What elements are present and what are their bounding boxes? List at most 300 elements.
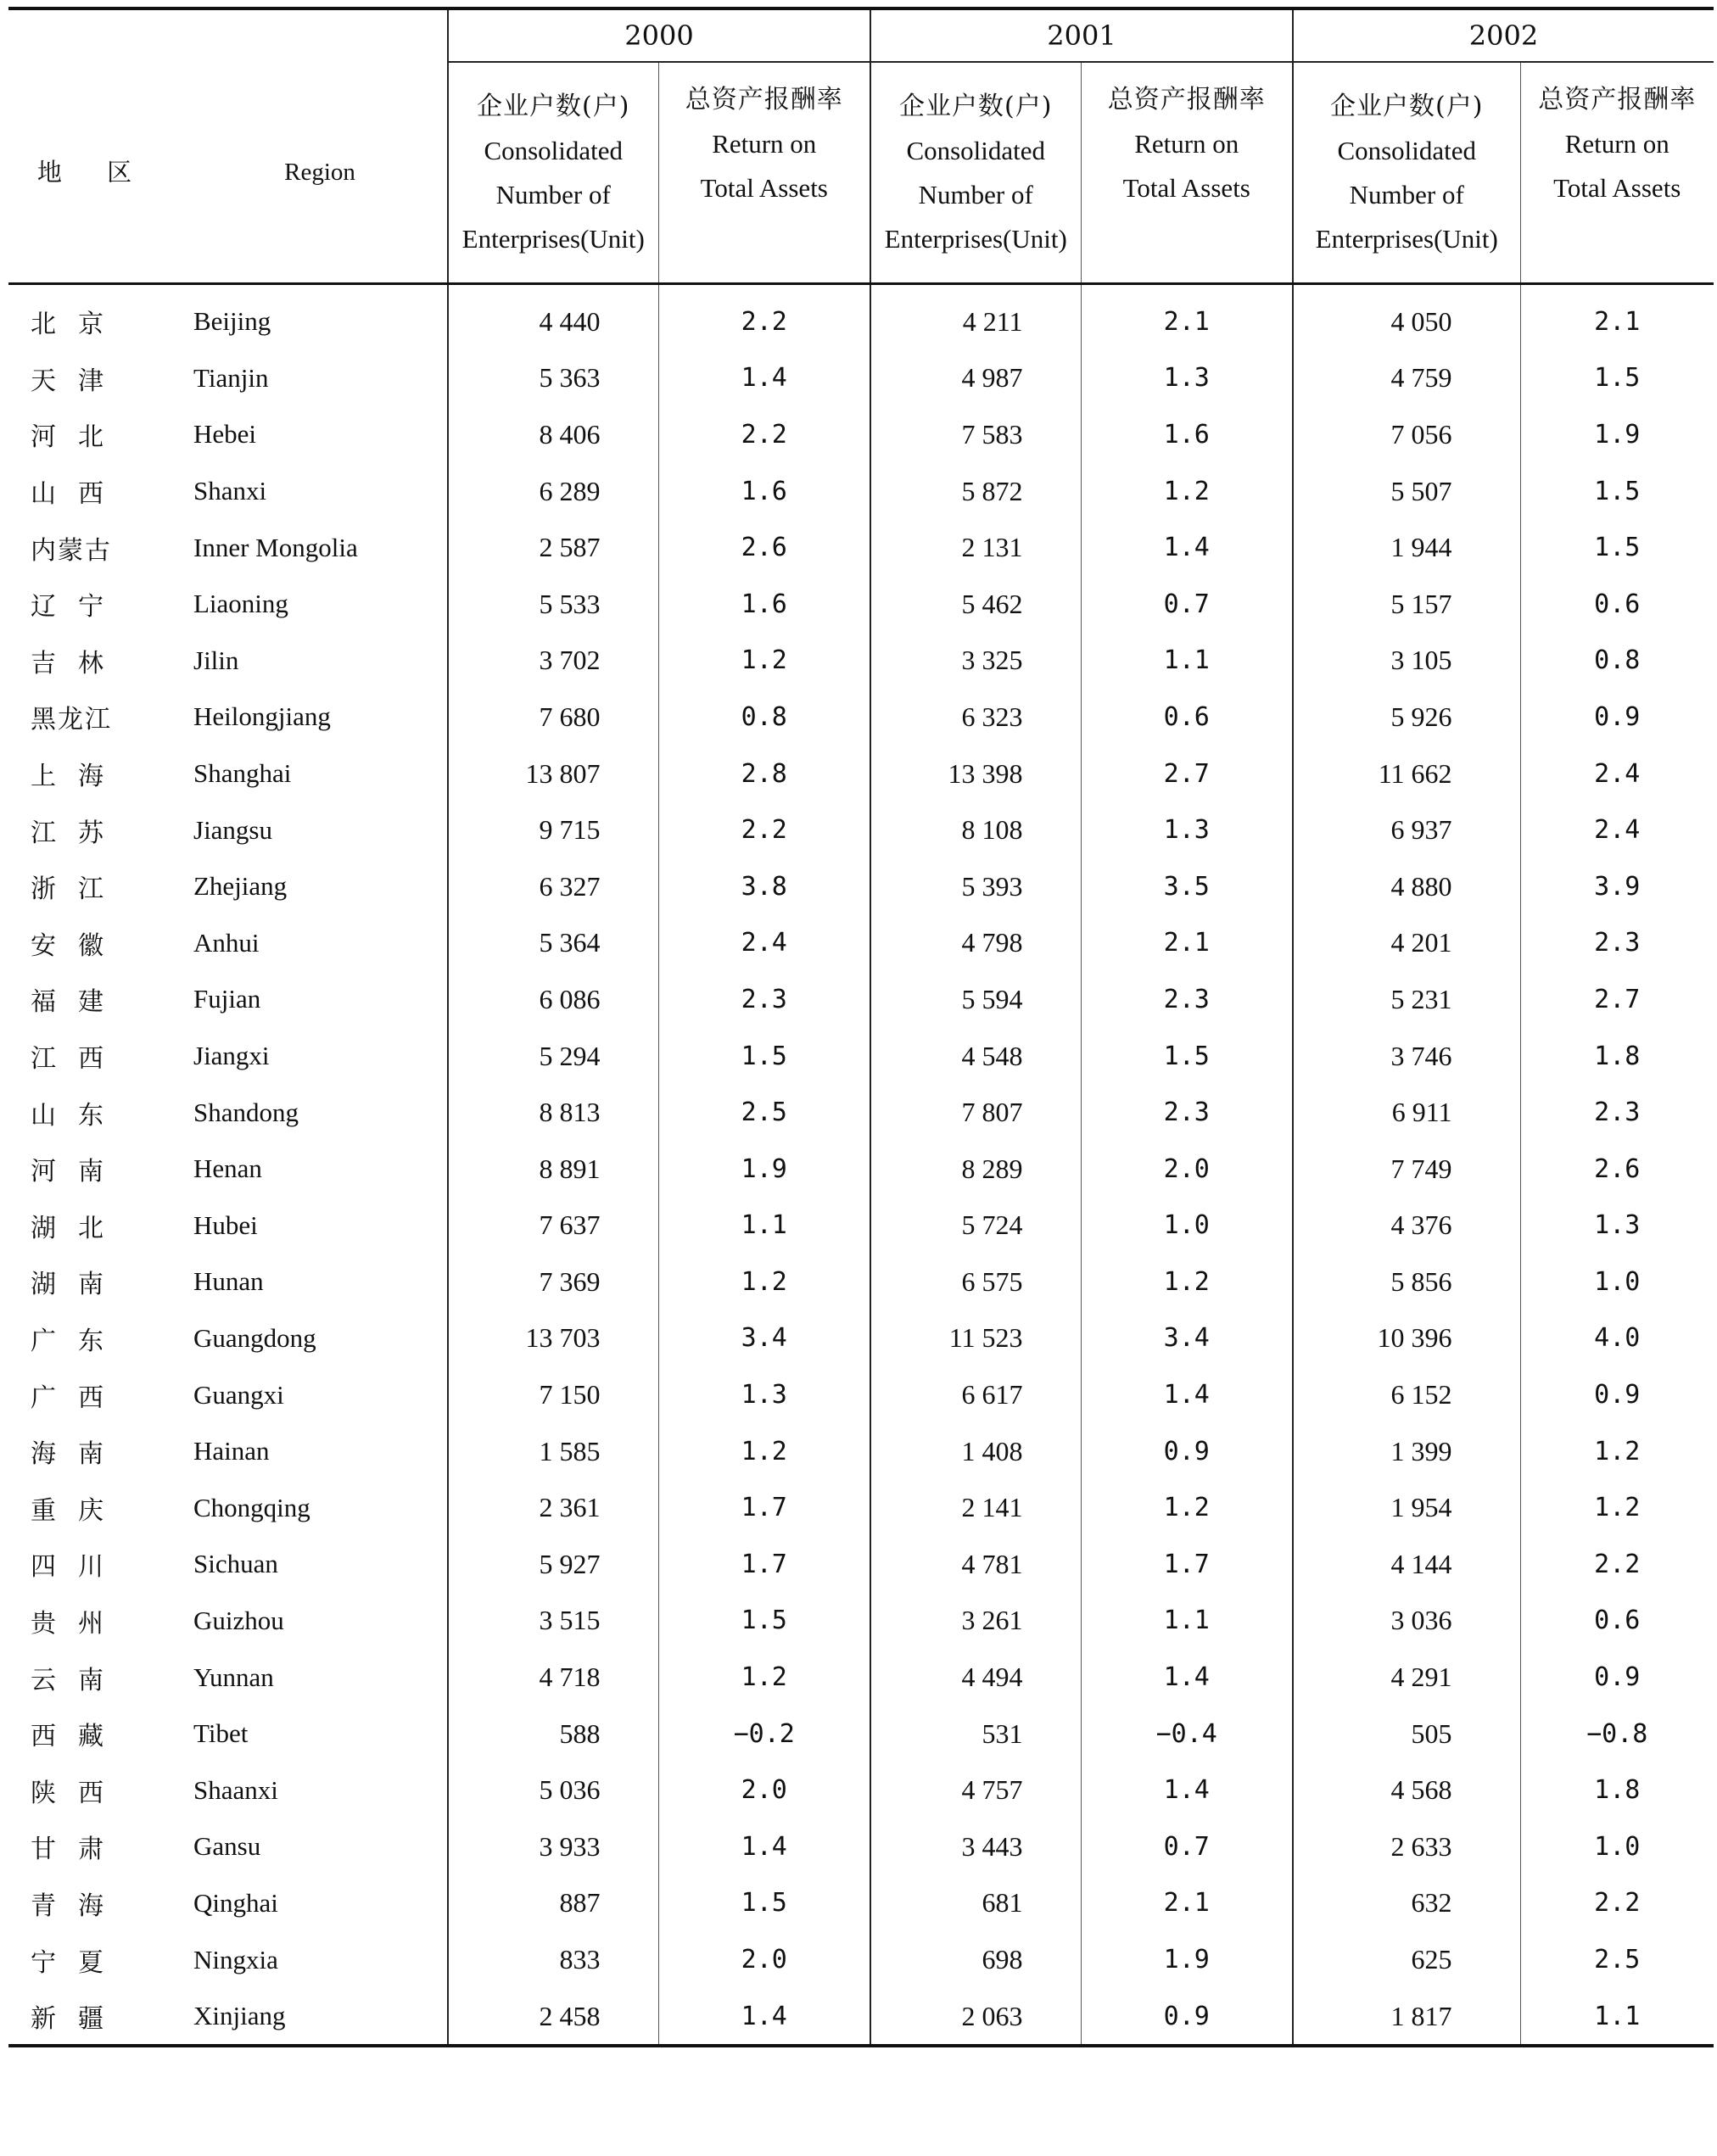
enterprises-2001-cell: 4 548 — [870, 1028, 1081, 1085]
return-2000-cell: 3.4 — [658, 1310, 870, 1367]
region-en-cell: Guangxi — [193, 1379, 284, 1410]
enterprises-2002-cell: 4 144 — [1293, 1536, 1520, 1593]
return-2002-cell: 1.5 — [1520, 519, 1714, 576]
enterprises-en-line-2: Number of — [918, 179, 1033, 209]
region-zh-cell: 青海 — [31, 1891, 126, 1921]
enterprises-2000-cell: 588 — [448, 1706, 658, 1762]
return-2001-cell: 1.0 — [1081, 1198, 1293, 1254]
region-zh-cell: 陕西 — [31, 1778, 126, 1808]
region-en-cell: Tianjin — [193, 362, 269, 393]
enterprises-2000-cell: 2 458 — [448, 1988, 658, 2047]
return-2002-cell: 2.3 — [1520, 915, 1714, 972]
return-2001-cell: 1.7 — [1081, 1536, 1293, 1593]
enterprises-2002-cell: 5 926 — [1293, 689, 1520, 746]
enterprises-zh-label: 企业户数(户) — [899, 91, 1053, 121]
enterprises-2000-cell: 6 327 — [448, 858, 658, 915]
enterprises-2001-cell: 4 781 — [870, 1536, 1081, 1593]
return-2000-cell: 1.1 — [658, 1198, 870, 1254]
table-row — [8, 463, 1714, 520]
enterprises-2000-cell: 4 440 — [448, 284, 658, 350]
return-header-2001 — [1081, 62, 1293, 284]
return-zh-label: 总资产报酬率 — [1538, 85, 1697, 115]
enterprises-2001-cell: 7 807 — [870, 1084, 1081, 1141]
table-row — [8, 1931, 1714, 1988]
enterprises-2001-cell: 5 393 — [870, 858, 1081, 915]
enterprises-en-line-1: Consolidated — [1337, 135, 1477, 165]
region-zh-cell: 山东 — [31, 1100, 126, 1131]
table-row — [8, 1084, 1714, 1141]
enterprises-2001-cell: 5 872 — [870, 463, 1081, 520]
region-en-cell: Jilin — [193, 645, 239, 675]
enterprises-2001-cell: 5 594 — [870, 971, 1081, 1028]
table-row — [8, 802, 1714, 858]
enterprises-2000-cell: 3 702 — [448, 633, 658, 690]
region-en-cell: Anhui — [193, 927, 260, 958]
enterprises-2002-cell: 2 633 — [1293, 1818, 1520, 1875]
enterprises-2001-cell: 4 987 — [870, 350, 1081, 407]
region-zh-cell: 北京 — [31, 310, 126, 340]
enterprises-2002-cell: 6 937 — [1293, 802, 1520, 858]
return-2001-cell: 2.0 — [1081, 1141, 1293, 1198]
year-header-2001: 2001 — [870, 8, 1293, 62]
enterprises-2001-cell: 5 462 — [870, 576, 1081, 633]
enterprises-2000-cell: 7 637 — [448, 1198, 658, 1254]
enterprises-2001-cell: 3 261 — [870, 1593, 1081, 1650]
enterprises-2002-cell: 10 396 — [1293, 1310, 1520, 1367]
region-zh-cell: 江西 — [31, 1044, 126, 1075]
return-2002-cell: 0.9 — [1520, 689, 1714, 746]
enterprises-2002-cell: 4 568 — [1293, 1762, 1520, 1818]
return-2000-cell: 2.0 — [658, 1931, 870, 1988]
region-zh-cell: 山西 — [31, 479, 126, 510]
region-en-cell: Guizhou — [193, 1605, 284, 1635]
region-zh-cell: 福建 — [31, 987, 126, 1018]
table-row — [8, 1649, 1714, 1706]
return-2002-cell: 3.9 — [1520, 858, 1714, 915]
enterprises-2002-cell: 6 911 — [1293, 1084, 1520, 1141]
enterprises-2001-cell: 4 757 — [870, 1762, 1081, 1818]
enterprises-2001-cell: 5 724 — [870, 1198, 1081, 1254]
enterprises-2002-cell: 3 036 — [1293, 1593, 1520, 1650]
return-2001-cell: 0.6 — [1081, 689, 1293, 746]
table-row — [8, 1423, 1714, 1480]
enterprises-2000-cell: 5 364 — [448, 915, 658, 972]
enterprises-2000-cell: 3 515 — [448, 1593, 658, 1650]
enterprises-2001-cell: 4 798 — [870, 915, 1081, 972]
region-zh-cell: 甘肃 — [31, 1835, 126, 1865]
enterprises-2002-cell: 5 157 — [1293, 576, 1520, 633]
return-en-line-2: Total Assets — [1553, 173, 1681, 203]
return-2001-cell: 1.3 — [1081, 350, 1293, 407]
region-zh-cell: 新疆 — [8, 1988, 159, 2047]
enterprises-header-2000 — [448, 62, 658, 284]
enterprises-2001-cell: 6 323 — [870, 689, 1081, 746]
table-row — [8, 746, 1714, 802]
enterprises-2002-cell: 1 399 — [1293, 1423, 1520, 1480]
table-row — [8, 1536, 1714, 1593]
return-2001-cell: 1.4 — [1081, 1366, 1293, 1423]
enterprises-2001-cell: 3 443 — [870, 1818, 1081, 1875]
enterprises-2000-cell: 5 927 — [448, 1536, 658, 1593]
return-2000-cell: 2.2 — [658, 802, 870, 858]
header-corner — [8, 8, 448, 62]
return-2000-cell: 1.7 — [658, 1536, 870, 1593]
return-2001-cell: 2.1 — [1081, 1875, 1293, 1932]
enterprises-2002-cell: 632 — [1293, 1875, 1520, 1932]
return-2002-cell: 2.1 — [1520, 284, 1714, 350]
table-row — [8, 350, 1714, 407]
return-2002-cell: 2.5 — [1520, 1931, 1714, 1988]
enterprises-2002-cell: 1 944 — [1293, 519, 1520, 576]
region-zh-cell: 内蒙古 — [31, 535, 112, 566]
return-en-line-2: Total Assets — [700, 173, 828, 203]
region-en-cell: Chongqing — [193, 1492, 310, 1522]
return-en-line-1: Return on — [712, 129, 817, 159]
return-2000-cell: −0.2 — [658, 1706, 870, 1762]
enterprises-2000-cell: 4 718 — [448, 1649, 658, 1706]
region-en-cell: Hunan — [193, 1266, 264, 1297]
enterprises-2001-cell: 6 575 — [870, 1254, 1081, 1310]
enterprises-2002-cell: 4 759 — [1293, 350, 1520, 407]
return-2002-cell: 1.0 — [1520, 1818, 1714, 1875]
return-en-line-1: Return on — [1564, 129, 1669, 159]
region-en-cell: Inner Mongolia — [193, 532, 358, 562]
enterprises-2002-cell: 4 201 — [1293, 915, 1520, 972]
return-2000-cell: 0.8 — [658, 689, 870, 746]
return-2001-cell: 1.5 — [1081, 1028, 1293, 1085]
table-row — [8, 1818, 1714, 1875]
return-2002-cell: 1.5 — [1520, 350, 1714, 407]
return-2000-cell: 2.6 — [658, 519, 870, 576]
return-2001-cell: 1.2 — [1081, 1479, 1293, 1536]
return-2001-cell: 2.1 — [1081, 915, 1293, 972]
enterprises-2002-cell: 4 880 — [1293, 858, 1520, 915]
enterprises-2001-cell: 4 211 — [870, 284, 1081, 350]
return-2000-cell: 1.2 — [658, 1423, 870, 1480]
enterprises-2000-cell: 7 680 — [448, 689, 658, 746]
return-2001-cell: 0.7 — [1081, 576, 1293, 633]
region-en-cell: Hainan — [193, 1436, 270, 1466]
region-en-cell: Ningxia — [193, 1944, 278, 1974]
year-header-row — [8, 8, 1714, 62]
enterprises-en-line-1: Consolidated — [906, 135, 1046, 165]
return-2002-cell: −0.8 — [1520, 1706, 1714, 1762]
enterprises-2000-cell: 9 715 — [448, 802, 658, 858]
return-2001-cell: 1.1 — [1081, 1593, 1293, 1650]
region-zh-cell: 西藏 — [31, 1722, 126, 1752]
region-zh-cell: 重庆 — [31, 1495, 126, 1526]
return-2001-cell: 1.2 — [1081, 463, 1293, 520]
return-2000-cell: 1.4 — [658, 1988, 870, 2047]
enterprises-2002-cell: 7 056 — [1293, 406, 1520, 463]
region-zh-cell: 贵州 — [31, 1608, 126, 1639]
region-zh-cell: 宁夏 — [31, 1947, 126, 1978]
enterprises-2000-cell: 3 933 — [448, 1818, 658, 1875]
region-en-cell: Jiangsu — [193, 814, 272, 845]
return-2001-cell: 1.2 — [1081, 1254, 1293, 1310]
region-zh-cell: 云南 — [31, 1665, 126, 1695]
return-2000-cell: 1.9 — [658, 1141, 870, 1198]
return-en-line-1: Return on — [1134, 129, 1239, 159]
return-2001-cell: 1.4 — [1081, 1649, 1293, 1706]
enterprises-2000-cell: 6 086 — [448, 971, 658, 1028]
return-2001-cell: 0.9 — [1081, 1423, 1293, 1480]
table-row — [8, 1479, 1714, 1536]
year-header-2000: 2000 — [448, 8, 870, 62]
region-en-cell: Hubei — [193, 1209, 258, 1240]
region-zh-cell: 湖南 — [31, 1270, 126, 1300]
table-row — [8, 1706, 1714, 1762]
enterprises-2000-cell: 833 — [448, 1931, 658, 1988]
enterprises-2002-cell: 11 662 — [1293, 746, 1520, 802]
return-2000-cell: 1.7 — [658, 1479, 870, 1536]
region-zh-cell: 四川 — [31, 1552, 126, 1583]
region-zh-cell: 吉林 — [31, 648, 126, 679]
enterprises-2001-cell: 11 523 — [870, 1310, 1081, 1367]
return-2002-cell: 1.8 — [1520, 1028, 1714, 1085]
enterprises-2002-cell: 505 — [1293, 1706, 1520, 1762]
region-zh-cell: 江苏 — [31, 818, 126, 848]
return-2000-cell: 2.2 — [658, 406, 870, 463]
table-row — [8, 1310, 1714, 1367]
return-2000-cell: 1.5 — [658, 1028, 870, 1085]
table-row — [8, 971, 1714, 1028]
return-2001-cell: 3.5 — [1081, 858, 1293, 915]
return-2002-cell: 1.0 — [1520, 1254, 1714, 1310]
return-2001-cell: 2.1 — [1081, 284, 1293, 350]
enterprises-en-line-3: Enterprises(Unit) — [461, 223, 645, 254]
return-2000-cell: 2.8 — [658, 746, 870, 802]
return-2002-cell: 2.2 — [1520, 1875, 1714, 1932]
regional-enterprise-table — [8, 7, 1714, 2047]
return-2000-cell: 1.5 — [658, 1593, 870, 1650]
table-row — [8, 858, 1714, 915]
return-2002-cell: 1.8 — [1520, 1762, 1714, 1818]
enterprises-2002-cell: 1 954 — [1293, 1479, 1520, 1536]
table-row — [8, 1875, 1714, 1932]
region-en-cell: Henan — [193, 1153, 262, 1184]
region-en-cell: Sichuan — [193, 1549, 278, 1579]
return-2002-cell: 2.6 — [1520, 1141, 1714, 1198]
return-2002-cell: 0.6 — [1520, 1593, 1714, 1650]
enterprises-2000-cell: 8 406 — [448, 406, 658, 463]
enterprises-en-line-2: Number of — [495, 179, 611, 209]
return-2002-cell: 2.7 — [1520, 971, 1714, 1028]
enterprises-2000-cell: 13 807 — [448, 746, 658, 802]
enterprises-header-2002 — [1293, 62, 1520, 284]
return-header-2000 — [658, 62, 870, 284]
enterprises-2001-cell: 8 289 — [870, 1141, 1081, 1198]
enterprises-2001-cell: 4 494 — [870, 1649, 1081, 1706]
region-zh-cell: 天津 — [31, 366, 126, 396]
region-en-cell: Heilongjiang — [193, 701, 331, 732]
return-2000-cell: 2.5 — [658, 1084, 870, 1141]
table-row — [8, 1198, 1714, 1254]
region-en-cell: Shanxi — [193, 476, 267, 506]
return-2001-cell: 1.4 — [1081, 519, 1293, 576]
enterprises-2000-cell: 8 813 — [448, 1084, 658, 1141]
enterprises-2002-cell: 5 507 — [1293, 463, 1520, 520]
return-2002-cell: 1.2 — [1520, 1423, 1714, 1480]
region-en-cell: Shanghai — [193, 758, 292, 789]
return-2000-cell: 1.6 — [658, 576, 870, 633]
enterprises-en-line-3: Enterprises(Unit) — [1315, 223, 1498, 254]
return-2000-cell: 2.3 — [658, 971, 870, 1028]
return-2001-cell: 2.7 — [1081, 746, 1293, 802]
return-2000-cell: 1.2 — [658, 633, 870, 690]
return-2001-cell: 1.6 — [1081, 406, 1293, 463]
region-en-cell: Yunnan — [193, 1662, 274, 1692]
enterprises-2000-cell: 8 891 — [448, 1141, 658, 1198]
enterprises-2000-cell: 5 294 — [448, 1028, 658, 1085]
table-row — [8, 1988, 1714, 2047]
enterprises-2002-cell: 7 749 — [1293, 1141, 1520, 1198]
return-2002-cell: 1.3 — [1520, 1198, 1714, 1254]
region-zh-cell: 安徽 — [31, 930, 126, 961]
enterprises-2000-cell: 1 585 — [448, 1423, 658, 1480]
table-row — [8, 284, 1714, 350]
table-row — [8, 915, 1714, 972]
return-2002-cell: 2.4 — [1520, 746, 1714, 802]
table-row — [8, 1141, 1714, 1198]
table-row — [8, 576, 1714, 633]
return-2001-cell: 1.3 — [1081, 802, 1293, 858]
return-zh-label: 总资产报酬率 — [1107, 85, 1266, 115]
enterprises-zh-label: 企业户数(户) — [1330, 91, 1484, 121]
table-row — [8, 1028, 1714, 1085]
return-2001-cell: −0.4 — [1081, 1706, 1293, 1762]
return-2002-cell: 1.5 — [1520, 463, 1714, 520]
region-en-cell: Zhejiang — [193, 871, 288, 902]
region-en-cell: Fujian — [193, 984, 261, 1014]
enterprises-2000-cell: 5 363 — [448, 350, 658, 407]
return-2002-cell: 2.2 — [1520, 1536, 1714, 1593]
enterprises-2001-cell: 8 108 — [870, 802, 1081, 858]
enterprises-2002-cell: 4 291 — [1293, 1649, 1520, 1706]
region-en-cell: Tibet — [193, 1718, 249, 1749]
enterprises-2000-cell: 887 — [448, 1875, 658, 1932]
enterprises-2001-cell: 6 617 — [870, 1366, 1081, 1423]
return-2001-cell: 1.9 — [1081, 1931, 1293, 1988]
enterprises-2001-cell: 13 398 — [870, 746, 1081, 802]
region-en-cell: Xinjiang — [159, 1988, 448, 2047]
enterprises-2002-cell: 4 376 — [1293, 1198, 1520, 1254]
region-zh-cell: 浙江 — [31, 874, 126, 905]
enterprises-2002-cell: 6 152 — [1293, 1366, 1520, 1423]
region-en-cell: Jiangxi — [193, 1041, 270, 1071]
return-2000-cell: 1.2 — [658, 1649, 870, 1706]
enterprises-zh-label: 企业户数(户) — [477, 91, 630, 121]
region-zh-cell: 河北 — [31, 422, 126, 453]
region-zh-cell: 广西 — [31, 1382, 126, 1413]
enterprises-2001-cell: 681 — [870, 1875, 1081, 1932]
return-2000-cell: 2.4 — [658, 915, 870, 972]
enterprises-2000-cell: 2 587 — [448, 519, 658, 576]
enterprises-2002-cell: 3 746 — [1293, 1028, 1520, 1085]
table-row — [8, 1762, 1714, 1818]
enterprises-header-2001 — [870, 62, 1081, 284]
enterprises-2001-cell: 3 325 — [870, 633, 1081, 690]
enterprises-2001-cell: 2 131 — [870, 519, 1081, 576]
enterprises-2000-cell: 7 369 — [448, 1254, 658, 1310]
region-en-cell: Shandong — [193, 1097, 299, 1127]
return-2001-cell: 0.9 — [1081, 1988, 1293, 2047]
table-row — [8, 1366, 1714, 1423]
return-2002-cell: 0.9 — [1520, 1366, 1714, 1423]
region-en-cell: Liaoning — [193, 589, 288, 619]
return-2002-cell: 1.9 — [1520, 406, 1714, 463]
region-en-header: Region — [159, 62, 448, 284]
return-2000-cell: 1.3 — [658, 1366, 870, 1423]
return-zh-label: 总资产报酬率 — [685, 85, 843, 115]
enterprises-2001-cell: 2 063 — [870, 1988, 1081, 2047]
return-2002-cell: 2.3 — [1520, 1084, 1714, 1141]
enterprises-2002-cell: 4 050 — [1293, 284, 1520, 350]
return-header-2002 — [1520, 62, 1714, 284]
enterprises-2002-cell: 5 231 — [1293, 971, 1520, 1028]
return-2000-cell: 1.4 — [658, 350, 870, 407]
enterprises-2000-cell: 2 361 — [448, 1479, 658, 1536]
return-2000-cell: 1.2 — [658, 1254, 870, 1310]
enterprises-2001-cell: 531 — [870, 1706, 1081, 1762]
return-2000-cell: 1.5 — [658, 1875, 870, 1932]
enterprises-en-line-2: Number of — [1349, 179, 1464, 209]
enterprises-2001-cell: 1 408 — [870, 1423, 1081, 1480]
return-2000-cell: 3.8 — [658, 858, 870, 915]
year-header-2002: 2002 — [1293, 8, 1714, 62]
table-row — [8, 689, 1714, 746]
enterprises-2001-cell: 698 — [870, 1931, 1081, 1988]
return-2002-cell: 4.0 — [1520, 1310, 1714, 1367]
enterprises-2002-cell: 625 — [1293, 1931, 1520, 1988]
enterprises-2000-cell: 6 289 — [448, 463, 658, 520]
region-en-cell: Hebei — [193, 419, 257, 450]
return-2002-cell: 1.1 — [1520, 1988, 1714, 2047]
region-zh-cell: 上海 — [31, 762, 126, 792]
region-zh-cell: 湖北 — [31, 1213, 126, 1243]
return-2001-cell: 3.4 — [1081, 1310, 1293, 1367]
return-2000-cell: 2.2 — [658, 284, 870, 350]
region-zh-cell: 河南 — [31, 1157, 126, 1187]
table-row — [8, 519, 1714, 576]
return-2000-cell: 1.4 — [658, 1818, 870, 1875]
enterprises-2002-cell: 3 105 — [1293, 633, 1520, 690]
region-zh-header: 地 区 — [8, 62, 159, 284]
region-en-cell: Guangdong — [193, 1322, 316, 1353]
enterprises-2002-cell: 1 817 — [1293, 1988, 1520, 2047]
region-en-cell: Qinghai — [193, 1887, 278, 1918]
return-2000-cell: 2.0 — [658, 1762, 870, 1818]
table-row — [8, 1254, 1714, 1310]
return-en-line-2: Total Assets — [1122, 173, 1250, 203]
enterprises-en-line-1: Consolidated — [484, 135, 624, 165]
return-2001-cell: 0.7 — [1081, 1818, 1293, 1875]
return-2002-cell: 0.8 — [1520, 633, 1714, 690]
region-zh-cell: 海南 — [31, 1439, 126, 1470]
return-2001-cell: 2.3 — [1081, 971, 1293, 1028]
region-zh-cell: 广东 — [31, 1326, 126, 1356]
return-2002-cell: 1.2 — [1520, 1479, 1714, 1536]
table-row — [8, 633, 1714, 690]
region-en-cell: Shaanxi — [193, 1774, 278, 1805]
enterprises-2000-cell: 5 533 — [448, 576, 658, 633]
table-row — [8, 1593, 1714, 1650]
region-en-cell: Beijing — [193, 306, 271, 337]
region-zh-cell: 黑龙江 — [31, 705, 112, 735]
return-2001-cell: 2.3 — [1081, 1084, 1293, 1141]
return-2002-cell: 0.6 — [1520, 576, 1714, 633]
region-en-cell: Gansu — [193, 1831, 261, 1862]
